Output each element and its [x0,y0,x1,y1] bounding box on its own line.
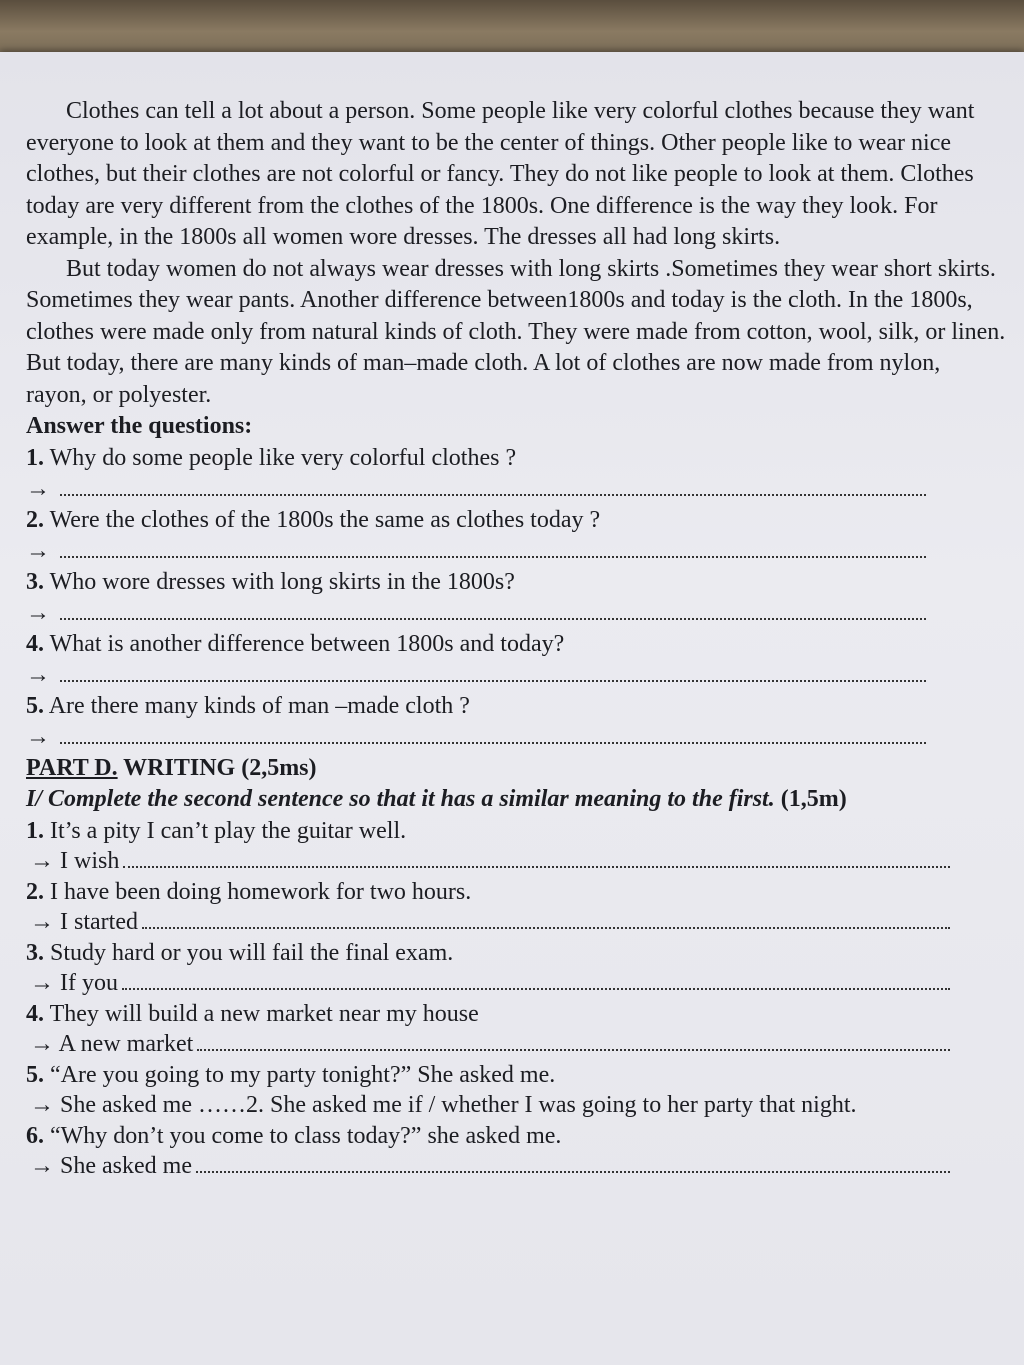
instruction-text: I/ Complete the second sentence so that it has a similar meaning to the first. [26,786,775,812]
worksheet-content [26,96,1006,1182]
question-text: What is another difference between 1800s and today? [49,630,565,657]
dotted-answer-blank[interactable] [196,1161,950,1173]
answer-line[interactable] [26,598,926,629]
question-text: Are there many kinds of man –made cloth ? [48,692,470,719]
question-number: 4. [26,630,44,657]
part-d-title-rest: WRITING (2,5ms) [117,754,317,781]
question-number: 5. [26,692,44,719]
question-number: 1. [26,444,44,471]
rewrite-line-filled[interactable] [26,1090,950,1121]
question-4 [26,629,1006,691]
questions-heading: Answer the questions: [26,413,253,439]
rewrite-line[interactable] [26,968,950,999]
question-5 [26,691,1006,753]
item-sentence: It’s a pity I can’t play the guitar well. [50,817,407,844]
answer-line[interactable] [26,536,926,567]
question-3 [26,567,1006,629]
question-number: 3. [26,568,44,595]
answer-line[interactable] [26,660,926,691]
dotted-answer-blank[interactable] [122,978,950,990]
rewrite-item-4 [26,999,1006,1060]
item-sentence: “Are you going to my party tonight?” She asked me. [50,1061,556,1088]
dotted-answer-blank[interactable] [60,730,926,744]
answer-line[interactable] [26,474,926,505]
part-d-label: PART D. [26,754,118,781]
rewrite-start: → I started [30,909,138,935]
question-text: Were the clothes of the 1800s the same as clothes today ? [49,506,601,533]
question-number: 2. [26,506,44,533]
rewrite-item-5 [26,1060,1006,1121]
question-text: Who wore dresses with long skirts in the 1800s? [49,568,515,595]
question-2 [26,505,1006,567]
rewrite-line[interactable] [26,846,950,877]
rewrite-item-6 [26,1121,1006,1182]
item-sentence: “Why don’t you come to class today?” she asked me. [50,1122,562,1149]
question-1 [26,443,1006,505]
dotted-answer-blank[interactable] [197,1039,950,1051]
answer-line[interactable] [26,722,926,753]
rewrite-start: → If you [30,970,118,996]
item-sentence: They will build a new market near my house [49,1000,479,1027]
question-text: Why do some people like very colorful clothes ? [49,444,517,471]
part-d-title [26,753,1006,785]
rewrite-item-2 [26,877,1006,938]
arrow-icon: → [26,661,50,688]
item-number: 2. [26,878,44,905]
rewrite-start: → She asked me [30,1153,192,1179]
rewrite-instruction [26,784,1006,816]
rewrite-line[interactable] [26,1029,950,1060]
rewrite-item-3 [26,938,1006,999]
dotted-answer-blank[interactable] [60,544,926,558]
item-number: 3. [26,939,44,966]
passage-paragraph-1: Clothes can tell a lot about a person. Some people like very colorful clothes because they want everyone to look at them and they want to be the center of things. Other people like to wear nice clothes, but their clothes are not colorful or fancy. They do not like people to look at them. Clothes today are very different from the clothes of the 1800s. One difference is the way they look. For example, in the 1800s all women wore dresses. The dresses all had long skirts. [26,98,975,250]
dotted-answer-blank[interactable] [60,482,926,496]
dotted-answer-blank[interactable] [60,606,926,620]
rewrite-line[interactable] [26,1151,950,1182]
rewrite-start: → I wish [30,848,120,874]
passage-paragraph-2: But today women do not always wear dresses with long skirts .Sometimes they wear short skirts. Sometimes they wear pants. Another difference between1800s and today is the cloth. In the 1800s, clothes were made only from natural kinds of cloth. They were made from cotton, wool, silk, or linen. But today, there are many kinds of man–made cloth. A lot of clothes are now made from nylon, rayon, or polyester. [26,255,1006,408]
arrow-icon: → [26,475,50,502]
item-number: 5. [26,1061,44,1088]
arrow-icon: → [26,723,50,750]
item-number: 1. [26,817,44,844]
arrow-icon: → [26,599,50,626]
rewrite-start: → A new market [30,1031,194,1057]
instruction-points: (1,5m) [774,786,847,812]
rewrite-start-filled: → She asked me ……2. She asked me if / whether I was going to her party that night. [30,1092,857,1118]
item-sentence: Study hard or you will fail the final exam. [50,939,454,966]
item-sentence: I have been doing homework for two hours. [50,878,472,905]
rewrite-item-1 [26,816,1006,877]
item-number: 4. [26,1000,44,1027]
rewrite-line[interactable] [26,907,950,938]
item-number: 6. [26,1122,44,1149]
dotted-answer-blank[interactable] [60,668,926,682]
dotted-answer-blank[interactable] [123,856,950,868]
dotted-answer-blank[interactable] [142,917,950,929]
arrow-icon: → [26,537,50,564]
